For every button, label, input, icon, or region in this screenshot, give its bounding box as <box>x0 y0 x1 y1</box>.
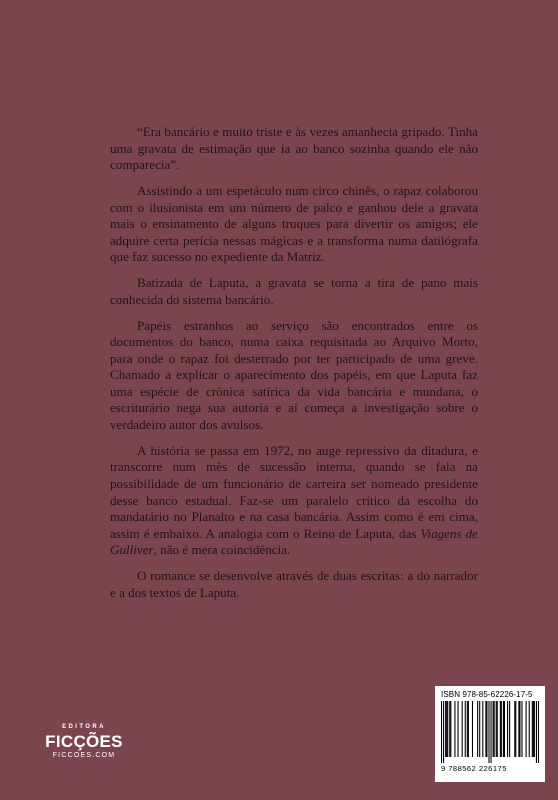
barcode-bar <box>503 701 504 757</box>
barcode-bar <box>472 701 473 757</box>
blurb-paragraph-5 <box>110 443 478 559</box>
back-cover-blurb <box>110 124 478 611</box>
barcode-bar <box>504 701 505 757</box>
barcode-bar <box>538 701 539 763</box>
isbn-digits: 9 788562 226175 <box>441 764 507 773</box>
barcode <box>441 701 539 763</box>
barcode-bar <box>468 701 469 757</box>
blurb-paragraph-4: Papéis estranhos ao serviço são encontrados entre os documentos do banco, numa caixa requisitada ao Arquivo Morto, para onde o rapaz foi desterrado por ter participado de uma greve. Chamado a explicar o aparecimento dos papéis, em que Laputa faz uma espécie de crônica satírica da vida bancária e mundana, o escriturário nega sua autoria e aí começa a investigação sobre o verdadeiro autor dos avulsos. <box>110 317 478 433</box>
barcode-bar <box>465 701 466 757</box>
barcode-bar <box>493 701 494 757</box>
blurb-paragraph-6: O romance se desenvolve através de duas escritas: a do narrador e a dos textos de Laputa. <box>110 568 478 600</box>
barcode-bar <box>496 701 497 757</box>
barcode-bar <box>450 701 451 757</box>
barcode-bar <box>534 701 535 757</box>
blurb-paragraph-5-end: , não é mera coincidência. <box>153 542 291 558</box>
barcode-bar <box>445 701 446 757</box>
barcode-bar <box>454 701 455 757</box>
isbn-barcode-box <box>435 686 545 782</box>
barcode-bar <box>446 701 447 757</box>
blurb-paragraph-2: Assistindo a um espetáculo num circo chinês, o rapaz colaborou com o ilusionista em um número de palco e ganhou dele a gravata mais o ensinamento de alguns truques para divertir os amigos; ele adquire certa perícia nessas mágicas e a transforma numa datilógrafa que faz sucesso no expediente da Matriz. <box>110 182 478 265</box>
barcode-bar <box>462 701 463 757</box>
publisher-logo <box>40 724 128 759</box>
isbn-label: ISBN 978-85-62226-17-5 <box>441 690 533 699</box>
barcode-bar <box>449 701 450 757</box>
barcode-bar <box>443 701 444 763</box>
barcode-bar <box>479 701 480 757</box>
logo-name: FICÇÕES <box>45 732 123 751</box>
barcode-bar <box>467 701 468 757</box>
barcode-bar <box>500 701 501 757</box>
barcode-bar <box>529 701 530 757</box>
barcode-bar <box>514 701 515 757</box>
barcode-bar <box>494 701 495 757</box>
blurb-paragraph-1: “Era bancário e muito triste e às vezes amanhecia gripado. Tinha uma gravata de estimação que ia ao banco sozinha quando ele não comparecia”. <box>110 124 478 173</box>
barcode-bar <box>491 701 492 763</box>
barcode-bar <box>441 701 442 763</box>
barcode-bar <box>536 701 537 763</box>
barcode-bar <box>488 701 489 763</box>
barcode-bar <box>515 701 516 757</box>
barcode-bar <box>477 701 478 757</box>
barcode-bar <box>507 701 508 757</box>
barcode-bar <box>485 701 486 757</box>
book-title-gulliver: Viagens de Gulliver <box>110 525 478 558</box>
barcode-bar <box>497 701 498 757</box>
barcode-bar <box>518 701 519 757</box>
barcode-bar <box>501 701 502 757</box>
barcode-bar <box>458 701 459 757</box>
logo-editora-text: EDITORA <box>62 724 106 730</box>
barcode-bar <box>521 701 522 757</box>
barcode-bar <box>532 701 533 757</box>
barcode-bar <box>533 701 534 757</box>
barcode-bar <box>509 701 510 757</box>
barcode-bar <box>447 701 448 757</box>
blurb-paragraph-5-start: A história se passa em 1972, no auge repressivo da ditadura, e transcorre num mês de sucessão interna, quando se fala na possibilidade de um funcionário de carreira ser nomeado presidente desse banco estadual. Faz-se um paralelo crítico da escolha do mandatário no Planalto e na casa bancária. Assim como é em cima, assim é embaixo. A analogia com o Reino de Laputa, das <box>110 442 478 541</box>
logo-url: FICCOES.COM <box>52 752 116 759</box>
barcode-bar <box>526 701 527 757</box>
barcode-bar <box>519 701 520 757</box>
blurb-paragraph-3: Batizada de Laputa, a gravata se torna a tira de pano mais conhecida do sistema bancário. <box>110 275 478 307</box>
barcode-bar <box>482 701 483 757</box>
barcode-bar <box>486 701 487 757</box>
